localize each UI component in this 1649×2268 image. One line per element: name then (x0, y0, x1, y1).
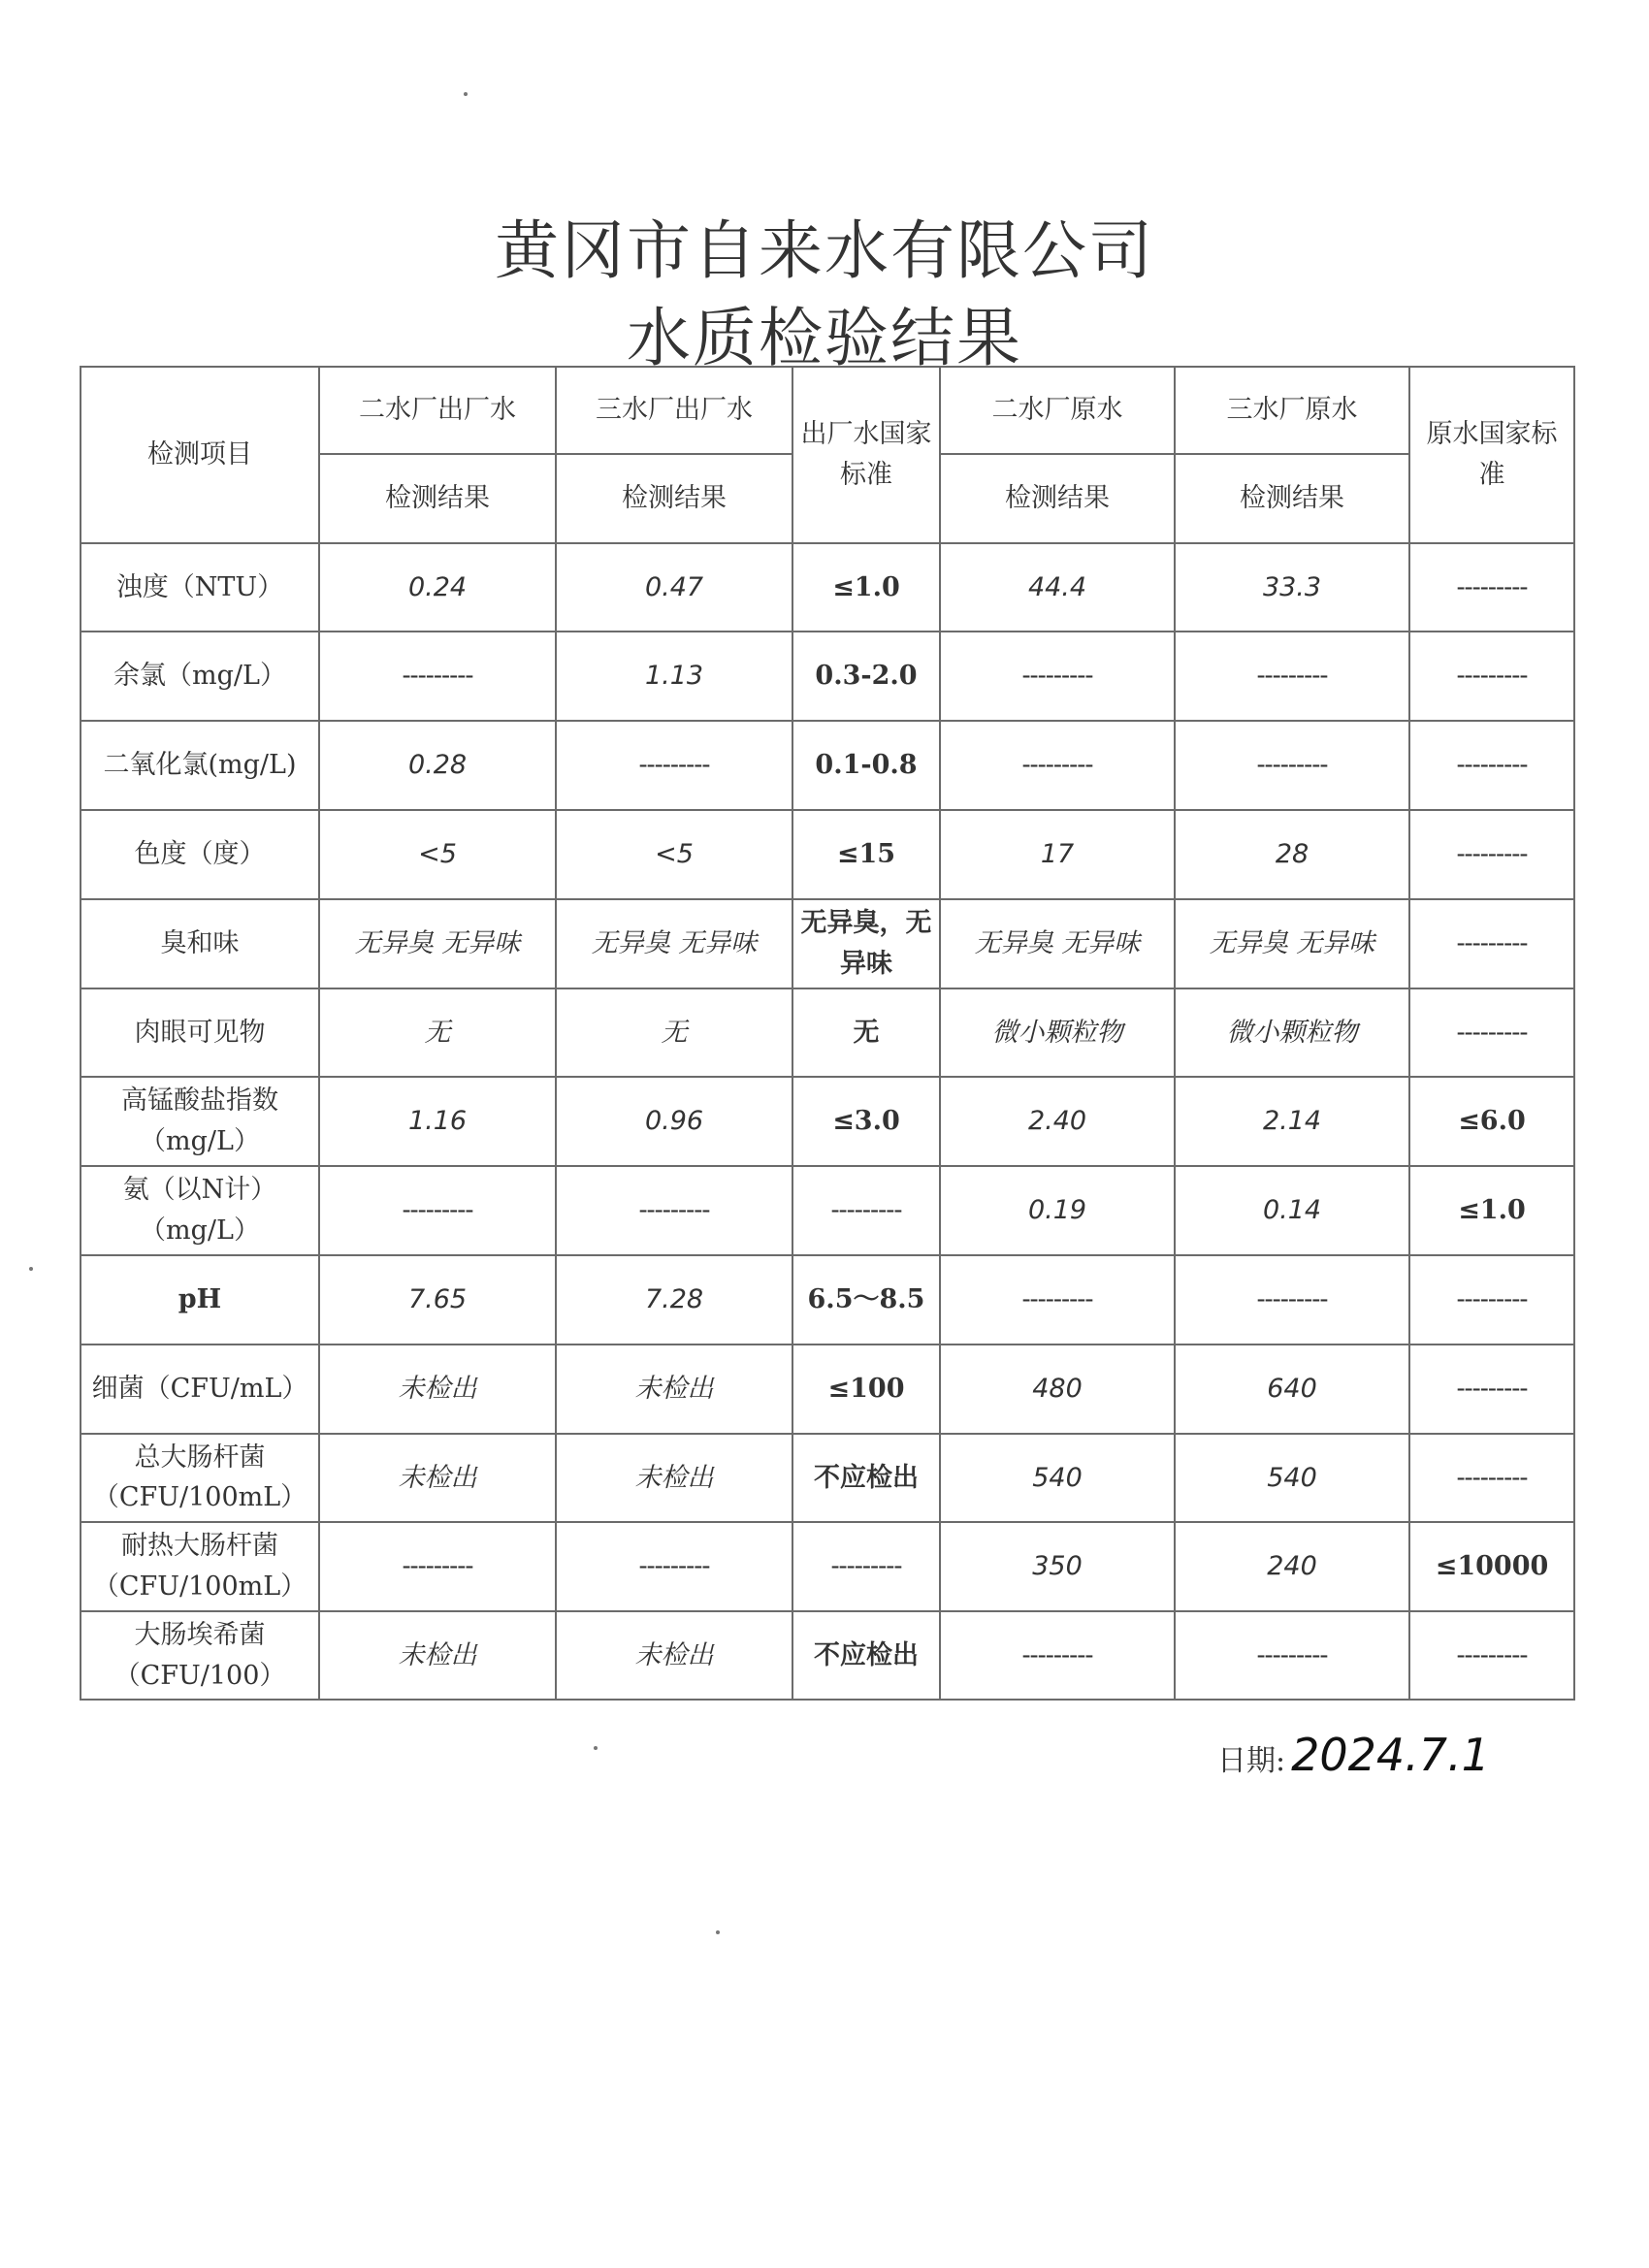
outlet-standard: ≤15 (792, 810, 940, 899)
scan-speck (29, 1267, 33, 1271)
plant3-raw-result: 540 (1175, 1434, 1409, 1523)
plant3-raw-result: --------- (1175, 1611, 1409, 1700)
raw-standard: --------- (1409, 721, 1574, 810)
plant3-outlet-result: 7.28 (556, 1255, 792, 1345)
raw-standard: --------- (1409, 632, 1574, 721)
table-row (81, 899, 1574, 988)
outlet-standard: ≤3.0 (792, 1077, 940, 1166)
header-col2: 三水厂出厂水 (556, 367, 792, 454)
plant3-raw-result: --------- (1175, 721, 1409, 810)
raw-standard: --------- (1409, 1255, 1574, 1345)
header-col4: 二水厂原水 (940, 367, 1175, 454)
table-row (81, 1255, 1574, 1345)
plant2-outlet-result: 0.28 (319, 721, 556, 810)
plant3-raw-result: 28 (1175, 810, 1409, 899)
row-item-label: 氨（以N计）（mg/L） (81, 1166, 319, 1255)
table-row (81, 988, 1574, 1078)
plant3-outlet-result: 0.47 (556, 543, 792, 632)
plant2-raw-result: --------- (940, 721, 1175, 810)
plant2-outlet-result: 1.16 (319, 1077, 556, 1166)
plant3-outlet-result: 未检出 (556, 1611, 792, 1700)
plant2-outlet-result: 未检出 (319, 1611, 556, 1700)
plant2-outlet-result: 未检出 (319, 1434, 556, 1523)
plant2-outlet-result: 无异臭 无异味 (319, 899, 556, 988)
plant2-raw-result: 微小颗粒物 (940, 988, 1175, 1078)
row-item-label: 细菌（CFU/mL） (81, 1345, 319, 1434)
scan-speck (716, 1930, 720, 1934)
header-result: 检测结果 (319, 454, 556, 543)
company-title: 黄冈市自来水有限公司 (495, 213, 1154, 288)
row-item-label: 余氯（mg/L） (81, 632, 319, 721)
plant3-outlet-result: 未检出 (556, 1434, 792, 1523)
plant3-outlet-result: --------- (556, 1522, 792, 1611)
table-row (81, 1166, 1574, 1255)
plant3-outlet-result: 1.13 (556, 632, 792, 721)
row-item-label: 高锰酸盐指数（mg/L） (81, 1077, 319, 1166)
raw-standard: ≤1.0 (1409, 1166, 1574, 1255)
header-result: 检测结果 (940, 454, 1175, 543)
table-row (81, 1434, 1574, 1523)
outlet-standard: ≤100 (792, 1345, 940, 1434)
plant2-outlet-result: --------- (319, 632, 556, 721)
table-row (81, 543, 1574, 632)
plant3-outlet-result: <5 (556, 810, 792, 899)
row-item-label: 浊度（NTU） (81, 543, 319, 632)
table-row (81, 1345, 1574, 1434)
outlet-standard: --------- (792, 1166, 940, 1255)
plant2-outlet-result: --------- (319, 1166, 556, 1255)
raw-standard: ≤10000 (1409, 1522, 1574, 1611)
table-row (81, 721, 1574, 810)
outlet-standard: 0.3-2.0 (792, 632, 940, 721)
row-item-label: pH (81, 1255, 319, 1345)
scan-speck (594, 1746, 598, 1750)
plant2-raw-result: --------- (940, 1255, 1175, 1345)
header-col3: 出厂水国家标准 (792, 367, 940, 543)
table-row (81, 632, 1574, 721)
raw-standard: ≤6.0 (1409, 1077, 1574, 1166)
raw-standard: --------- (1409, 899, 1574, 988)
row-item-label: 臭和味 (81, 899, 319, 988)
raw-standard: --------- (1409, 1345, 1574, 1434)
raw-standard: --------- (1409, 1434, 1574, 1523)
plant2-raw-result: --------- (940, 1611, 1175, 1700)
scan-speck (464, 92, 468, 96)
table-row (81, 1611, 1574, 1700)
water-quality-table (80, 366, 1575, 1701)
plant2-raw-result: 44.4 (940, 543, 1175, 632)
plant2-outlet-result: 未检出 (319, 1345, 556, 1434)
plant2-raw-result: 无异臭 无异味 (940, 899, 1175, 988)
plant2-raw-result: 540 (940, 1434, 1175, 1523)
header-item: 检测项目 (81, 367, 319, 543)
plant3-raw-result: 无异臭 无异味 (1175, 899, 1409, 988)
header-col6: 原水国家标准 (1409, 367, 1574, 543)
row-item-label: 耐热大肠杆菌（CFU/100mL） (81, 1522, 319, 1611)
report-title: 水质检验结果 (627, 301, 1022, 375)
table-row (81, 1522, 1574, 1611)
outlet-standard: 无异臭，无异味 (792, 899, 940, 988)
row-item-label: 色度（度） (81, 810, 319, 899)
row-item-label: 总大肠杆菌（CFU/100mL） (81, 1434, 319, 1523)
report-date (1217, 1729, 1490, 1781)
plant3-raw-result: 2.14 (1175, 1077, 1409, 1166)
date-value: 2024.7.1 (1291, 1729, 1490, 1781)
date-label: 日期: (1217, 1744, 1286, 1778)
plant3-raw-result: --------- (1175, 632, 1409, 721)
table-row (81, 810, 1574, 899)
plant2-raw-result: 350 (940, 1522, 1175, 1611)
header-result: 检测结果 (556, 454, 792, 543)
plant2-raw-result: 2.40 (940, 1077, 1175, 1166)
plant2-raw-result: 17 (940, 810, 1175, 899)
row-item-label: 肉眼可见物 (81, 988, 319, 1078)
plant2-outlet-result: 7.65 (319, 1255, 556, 1345)
outlet-standard: 不应检出 (792, 1434, 940, 1523)
plant3-raw-result: 240 (1175, 1522, 1409, 1611)
outlet-standard: --------- (792, 1522, 940, 1611)
row-item-label: 大肠埃希菌（CFU/100） (81, 1611, 319, 1700)
table-row (81, 1077, 1574, 1166)
plant2-raw-result: 0.19 (940, 1166, 1175, 1255)
raw-standard: --------- (1409, 1611, 1574, 1700)
plant2-outlet-result: <5 (319, 810, 556, 899)
outlet-standard: 6.5～8.5 (792, 1255, 940, 1345)
plant3-raw-result: 33.3 (1175, 543, 1409, 632)
plant3-outlet-result: 未检出 (556, 1345, 792, 1434)
plant3-raw-result: 0.14 (1175, 1166, 1409, 1255)
plant3-outlet-result: 无 (556, 988, 792, 1078)
header-col1: 二水厂出厂水 (319, 367, 556, 454)
raw-standard: --------- (1409, 988, 1574, 1078)
plant3-raw-result: 微小颗粒物 (1175, 988, 1409, 1078)
plant2-raw-result: --------- (940, 632, 1175, 721)
outlet-standard: 0.1-0.8 (792, 721, 940, 810)
plant3-raw-result: 640 (1175, 1345, 1409, 1434)
plant2-outlet-result: 无 (319, 988, 556, 1078)
raw-standard: --------- (1409, 810, 1574, 899)
outlet-standard: 不应检出 (792, 1611, 940, 1700)
plant2-outlet-result: 0.24 (319, 543, 556, 632)
plant3-outlet-result: 0.96 (556, 1077, 792, 1166)
raw-standard: --------- (1409, 543, 1574, 632)
header-col5: 三水厂原水 (1175, 367, 1409, 454)
header-result: 检测结果 (1175, 454, 1409, 543)
plant3-raw-result: --------- (1175, 1255, 1409, 1345)
outlet-standard: ≤1.0 (792, 543, 940, 632)
row-item-label: 二氧化氯(mg/L) (81, 721, 319, 810)
plant2-outlet-result: --------- (319, 1522, 556, 1611)
plant2-raw-result: 480 (940, 1345, 1175, 1434)
plant3-outlet-result: --------- (556, 721, 792, 810)
outlet-standard: 无 (792, 988, 940, 1078)
plant3-outlet-result: --------- (556, 1166, 792, 1255)
plant3-outlet-result: 无异臭 无异味 (556, 899, 792, 988)
